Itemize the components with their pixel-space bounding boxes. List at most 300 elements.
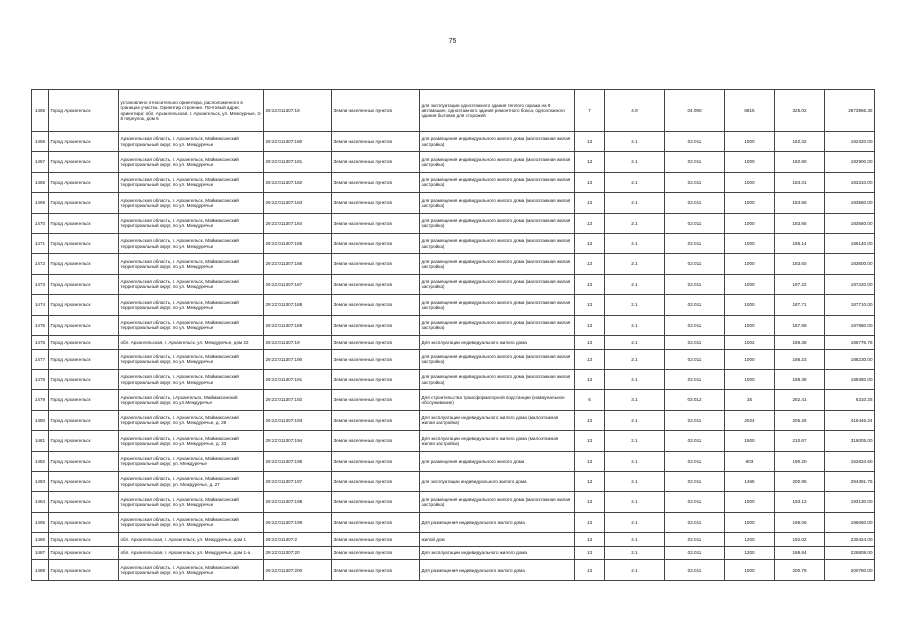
land-category-cell: Земли населенных пунктов [332,410,420,430]
group-number-cell: 13 [575,193,605,213]
land-category-cell: Земли населенных пунктов [332,172,420,192]
area-cell: 25 [725,390,775,410]
group-number-cell: 7 [575,90,605,132]
settlement-cell: Город Архангельск [49,431,119,451]
row-number: 1481 [32,431,49,451]
cadastral-value-cell: 294391.75 [825,471,875,491]
specific-value-cell: 186.38 [775,335,825,349]
specific-value-cell: 183.60 [775,254,825,274]
use-code-cell: 02.011 [665,254,725,274]
table-row [32,431,875,451]
group-number-cell: 13 [575,533,605,547]
table-row [32,152,875,172]
settlement-cell: Город Архангельск [49,193,119,213]
row-number: 1468 [32,172,49,192]
subgroup-cell: 4.9 [605,90,665,132]
group-number-cell: 13 [575,315,605,335]
use-code-cell: 02.011 [665,233,725,253]
use-code-cell: 02.011 [665,315,725,335]
group-number-cell: 13 [575,254,605,274]
row-number: 1485 [32,512,49,532]
cadastral-number-cell: 29:22:011307:194 [264,431,332,451]
group-number-cell: 13 [575,471,605,491]
area-cell: 1200 [725,533,775,547]
cadastral-number-cell: 29:22:011307:187 [264,274,332,294]
cadastral-value-cell: 188230.00 [825,349,875,369]
table-row [32,335,875,349]
address-cell: Архангельская область, г. Архангельск, Маймаксанский территориальный округ, по ул. Междуречье [119,512,264,532]
subgroup-cell: 2.1 [605,512,665,532]
area-cell: 1000 [725,132,775,152]
row-number: 1484 [32,492,49,512]
address-cell: Архангельская область, г. Архангельск, Маймаксанский территориальный округ, по ул. Междуречье [119,369,264,389]
land-category-cell: Земли населенных пунктов [332,533,420,547]
area-cell: 1000 [725,213,775,233]
settlement-cell: Город Архангельск [49,369,119,389]
row-number: 1487 [32,546,49,560]
cadastral-number-cell: 29:22:011307:18 [264,90,332,132]
address-cell: Архангельская область, г.Архангельск, Маймаксанский территориальный округ, по ул.Междуречье [119,390,264,410]
specific-value-cell: 183.31 [775,172,825,192]
land-category-cell: Земли населенных пунктов [332,315,420,335]
address-cell: Архангельская область, г. Архангельск, Маймаксанский территориальный округ, по ул. Междуречье [119,213,264,233]
use-code-cell: 02.011 [665,335,725,349]
area-cell: 1000 [725,349,775,369]
settlement-cell: Город Архангельск [49,295,119,315]
subgroup-cell: 2.1 [605,335,665,349]
row-number: 1472 [32,254,49,274]
specific-value-cell: 187.71 [775,295,825,315]
permitted-use-cell: для размещения индивидуального жилого дома (малоэтажная жилая застройка) [420,172,575,192]
page-number: 75 [448,38,457,45]
use-code-cell: 02.011 [665,295,725,315]
address-cell: Архангельская область, г. Архангельск, Маймаксанский территориальный округ, ул. Междуречье, д. 27 [119,471,264,491]
subgroup-cell: 2.1 [605,533,665,547]
use-code-cell: 02.011 [665,410,725,430]
permitted-use-cell: для размещения индивидуального жилого дома (малоэтажная жилая застройка) [420,254,575,274]
area-cell: 1000 [725,274,775,294]
table-row [32,369,875,389]
settlement-cell: Город Архангельск [49,492,119,512]
permitted-use-cell: для размещения индивидуального жилого дома (малоэтажная жилая застройка) [420,274,575,294]
table-row [32,390,875,410]
settlement-cell: Город Архангельск [49,410,119,430]
specific-value-cell: 210.67 [775,431,825,451]
cadastral-value-cell: 226608.00 [825,546,875,560]
table-row [32,315,875,335]
row-number: 1476 [32,335,49,349]
settlement-cell: Город Архангельск [49,132,119,152]
row-number: 1465 [32,90,49,132]
group-number-cell: 13 [575,274,605,294]
specific-value-cell: 183.66 [775,213,825,233]
settlement-cell: Город Архангельск [49,233,119,253]
settlement-cell: Город Архангельск [49,335,119,349]
area-cell: 1000 [725,193,775,213]
use-code-cell: 02.011 [665,431,725,451]
specific-value-cell: 325.02 [775,90,825,132]
use-code-cell: 02.011 [665,172,725,192]
address-cell: Архангельская область, г. Архангельск, Маймаксанский территориальный округ, по ул. Междуречье [119,274,264,294]
permitted-use-cell: Для эксплуатации индивидуального жилого дома [420,546,575,560]
subgroup-cell: 2.1 [605,431,665,451]
use-code-cell: 02.011 [665,132,725,152]
use-code-cell: 02.011 [665,560,725,580]
cadastral-number-cell: 29:22:011307:183 [264,193,332,213]
permitted-use-cell: для размещения индивидуального жилого дома [420,451,575,471]
cadastral-number-cell: 29:22:011307:198 [264,492,332,512]
subgroup-cell: 2.1 [605,410,665,430]
cadastral-number-cell: 29:22:011307:184 [264,213,332,233]
area-cell: 1002 [725,335,775,349]
area-cell: 1200 [725,546,775,560]
row-number: 1478 [32,369,49,389]
land-category-cell: Земли населенных пунктов [332,213,420,233]
specific-value-cell: 205.26 [775,410,825,430]
row-number: 1486 [32,533,49,547]
table-row [32,546,875,560]
cadastral-number-cell: 29:22:011307:185 [264,233,332,253]
cadastral-value-cell: 188380.00 [825,369,875,389]
subgroup-cell: 2.1 [605,193,665,213]
table-row [32,560,875,580]
specific-value-cell: 200.95 [775,471,825,491]
land-registry-table [31,89,875,581]
land-category-cell: Земли населенных пунктов [332,451,420,471]
subgroup-cell: 2.1 [605,132,665,152]
specific-value-cell: 193.13 [775,492,825,512]
row-number: 1471 [32,233,49,253]
subgroup-cell: 2.1 [605,274,665,294]
cadastral-value-cell: 183600.00 [825,254,875,274]
cadastral-value-cell: 183310.00 [825,172,875,192]
use-code-cell: 02.011 [665,471,725,491]
specific-value-cell: 183.56 [775,193,825,213]
land-category-cell: Земли населенных пунктов [332,431,420,451]
address-cell: Архангельская область, г. Архангельск, Маймаксанский территориальный округ, по ул. Междуречье [119,492,264,512]
area-cell: 1000 [725,560,775,580]
land-category-cell: Земли населенных пунктов [332,233,420,253]
settlement-cell: Город Архангельск [49,152,119,172]
settlement-cell: Город Архангельск [49,451,119,471]
address-cell: обл. Архангельская, г. Архангельск, ул. Междуречье, дом 22 [119,335,264,349]
use-code-cell: 02.011 [665,274,725,294]
table-row [32,254,875,274]
row-number: 1466 [32,132,49,152]
cadastral-number-cell: 29:22:011307:196 [264,451,332,471]
specific-value-cell: 182.90 [775,152,825,172]
group-number-cell: 13 [575,213,605,233]
cadastral-value-cell: 196060.00 [825,512,875,532]
land-category-cell: Земли населенных пунктов [332,90,420,132]
land-category-cell: Земли населенных пунктов [332,390,420,410]
group-number-cell: 13 [575,132,605,152]
cadastral-number-cell: 29:22:011307:188 [264,295,332,315]
group-number-cell: 13 [575,295,605,315]
cadastral-value-cell: 182320.00 [825,132,875,152]
cadastral-value-cell: 193130.00 [825,492,875,512]
land-category-cell: Земли населенных пунктов [332,512,420,532]
row-number: 1482 [32,451,49,471]
settlement-cell: Город Архангельск [49,213,119,233]
address-cell: Архангельская область, г. Архангельск, Маймаксанский территориальный округ, по ул. Междуречье [119,172,264,192]
use-code-cell: 02.011 [665,193,725,213]
group-number-cell: 13 [575,492,605,512]
settlement-cell: Город Архангельск [49,512,119,532]
row-number: 1488 [32,560,49,580]
specific-value-cell: 188.84 [775,546,825,560]
row-number: 1469 [32,193,49,213]
group-number-cell: 13 [575,369,605,389]
area-cell: 1000 [725,152,775,172]
table-row [32,233,875,253]
group-number-cell: 13 [575,172,605,192]
specific-value-cell: 190.20 [775,451,825,471]
area-cell: 1000 [725,492,775,512]
cadastral-value-cell: 186776.76 [825,335,875,349]
address-cell: обл. Архангельская, г. Архангельск, ул. Междуречье, дом 1 [119,533,264,547]
permitted-use-cell: для размещения индивидуального жилого дома (малоэтажная жилая застройка) [420,193,575,213]
use-code-cell: 02.011 [665,512,725,532]
permitted-use-cell: Для размещения индивидуального жилого дома [420,512,575,532]
area-cell: 1000 [725,512,775,532]
cadastral-number-cell: 29:22:011307:192 [264,390,332,410]
area-cell: 6815 [725,90,775,132]
table-row [32,410,875,430]
subgroup-cell: 2.1 [605,546,665,560]
subgroup-cell: 2.1 [605,233,665,253]
permitted-use-cell: для размещения индивидуального жилого дома (малоэтажная жилая застройка) [420,213,575,233]
use-code-cell: 02.011 [665,492,725,512]
table-row [32,213,875,233]
group-number-cell: 13 [575,512,605,532]
use-code-cell: 02.011 [665,533,725,547]
area-cell: 1000 [725,295,775,315]
table-row [32,274,875,294]
subgroup-cell: 2.1 [605,172,665,192]
address-cell: Архангельская область, г. Архангельск, Маймаксанский территориальный округ, по ул. Междуречье [119,560,264,580]
row-number: 1477 [32,349,49,369]
permitted-use-cell: Для строительства трансформаторной подстанции (коммунальное обслуживание) [420,390,575,410]
subgroup-cell: 2.1 [605,254,665,274]
specific-value-cell: 182.32 [775,132,825,152]
use-code-cell: 03.012 [665,390,725,410]
land-category-cell: Земли населенных пунктов [332,471,420,491]
permitted-use-cell: для размещения индивидуального жилого дома (малоэтажная жилая застройка) [420,233,575,253]
table-row [32,295,875,315]
subgroup-cell: 2.1 [605,213,665,233]
permitted-use-cell: Для эксплуатации индивидуального жилого дома (малоэтажная жилая застройка) [420,431,575,451]
address-cell: Архангельская область, г. Архангельск, Маймаксанский территориальный округ, по ул. Междуречье [119,233,264,253]
cadastral-number-cell: 29:22:011307:190 [264,349,332,369]
permitted-use-cell: жилой дом [420,533,575,547]
cadastral-number-cell: 29:22:011307:200 [264,560,332,580]
row-number: 1480 [32,410,49,430]
land-category-cell: Земли населенных пунктов [332,152,420,172]
settlement-cell: Город Архангельск [49,172,119,192]
settlement-cell: Город Архангельск [49,390,119,410]
subgroup-cell: 2.1 [605,471,665,491]
area-cell: 1000 [725,233,775,253]
permitted-use-cell: для размещения индивидуального жилого дома (малоэтажная жилая застройка) [420,295,575,315]
table-row [32,193,875,213]
group-number-cell: 13 [575,560,605,580]
table-row [32,512,875,532]
subgroup-cell: 2.1 [605,152,665,172]
land-category-cell: Земли населенных пунктов [332,369,420,389]
table-row [32,471,875,491]
land-category-cell: Земли населенных пунктов [332,335,420,349]
cadastral-value-cell: 187220.00 [825,274,875,294]
use-code-cell: 02.011 [665,213,725,233]
permitted-use-cell: для размещения индивидуального жилого дома (малоэтажная жилая застройка) [420,369,575,389]
row-number: 1467 [32,152,49,172]
use-code-cell: 02.011 [665,152,725,172]
cadastral-number-cell: 29:22:011307:181 [264,152,332,172]
permitted-use-cell: для размещения индивидуального жилого дома (малоэтажная жилая застройка) [420,492,575,512]
cadastral-number-cell: 29:22:011307:197 [264,471,332,491]
row-number: 1474 [32,295,49,315]
cadastral-value-cell: 415446.24 [825,410,875,430]
table-row [32,90,875,132]
subgroup-cell: 2.1 [605,349,665,369]
subgroup-cell: 3.1 [605,390,665,410]
table-row [32,349,875,369]
address-cell: установлено относительно ориентира, расположенного в границах участка. Ориентир строение. Почтовый адрес ориентира: обл. Архангельская, г. Архангельск, ул. Межоурные, 3-й переулок, дом 6 [119,90,264,132]
area-cell: 1000 [725,254,775,274]
table-row [32,132,875,152]
use-code-cell: 02.011 [665,451,725,471]
permitted-use-cell: для размещения индивидуального жилого дома (малоэтажная жилая застройка) [420,315,575,335]
permitted-use-cell: для эксплуатации одноэтажного здания теплого гаража на 9 автомашин, одноэтажного здания ремонтного бокса, одноэтажного здания бытовки для сторожей [420,90,575,132]
land-category-cell: Земли населенных пунктов [332,295,420,315]
table-row [32,533,875,547]
group-number-cell: 13 [575,546,605,560]
use-code-cell: 02.011 [665,546,725,560]
settlement-cell: Город Архангельск [49,254,119,274]
specific-value-cell: 187.89 [775,315,825,335]
cadastral-number-cell: 29:22:011307:180 [264,132,332,152]
land-category-cell: Земли населенных пунктов [332,132,420,152]
cadastral-number-cell: 29:22:011307:193 [264,410,332,430]
permitted-use-cell: для эксплуатации индивидуального жилого дома [420,471,575,491]
row-number: 1483 [32,471,49,491]
address-cell: Архангельская область, г. Архангельск, Маймаксанский территориальный округ, по ул. Междуречье, д. 28 [119,410,264,430]
permitted-use-cell: Для эксплуатации индивидуального жилого дома [420,335,575,349]
land-category-cell: Земли населенных пунктов [332,274,420,294]
subgroup-cell: 2.1 [605,560,665,580]
cadastral-value-cell: 186140.00 [825,233,875,253]
subgroup-cell: 2.1 [605,451,665,471]
subgroup-cell: 2.1 [605,492,665,512]
land-category-cell: Земли населенных пунктов [332,193,420,213]
land-category-cell: Земли населенных пунктов [332,546,420,560]
cadastral-value-cell: 6310.25 [825,390,875,410]
row-number: 1473 [32,274,49,294]
area-cell: 1000 [725,369,775,389]
group-number-cell: 13 [575,349,605,369]
land-category-cell: Земли населенных пунктов [332,254,420,274]
address-cell: Архангельская область, г. Архангельск, Маймаксанский территориальный округ, по ул. Междуречье [119,254,264,274]
address-cell: Архангельская область, г. Архангельск, Маймаксанский территориальный округ, по ул. Междуречье [119,132,264,152]
subgroup-cell: 2.1 [605,315,665,335]
cadastral-value-cell: 183560.00 [825,193,875,213]
group-number-cell: 13 [575,451,605,471]
settlement-cell: Город Архангельск [49,315,119,335]
cadastral-number-cell: 29:22:011307:191 [264,369,332,389]
specific-value-cell: 186.14 [775,233,825,253]
settlement-cell: Город Архангельск [49,560,119,580]
permitted-use-cell: для размещения индивидуального жилого дома (малоэтажная жилая застройка) [420,152,575,172]
use-code-cell: 04.090 [665,90,725,132]
table-row [32,492,875,512]
address-cell: Архангельская область, г. Архангельск, Маймаксанский территориальный округ, по ул. Междуречье [119,152,264,172]
group-number-cell: 13 [575,335,605,349]
area-cell: 1465 [725,471,775,491]
cadastral-number-cell: 29:22:011307:20 [264,546,332,560]
specific-value-cell: 200.78 [775,560,825,580]
address-cell: Архангельская область, г. Архангельск, Маймаксанский территориальный округ, по ул. Междуречье, д. 33 [119,431,264,451]
area-cell: 2024 [725,410,775,430]
group-number-cell: 13 [575,152,605,172]
address-cell: Архангельская область, г. Архангельск, Маймаксанский территориальный округ, по ул. Междуречье [119,349,264,369]
permitted-use-cell: Для размещения индивидуального жилого дома [420,560,575,580]
settlement-cell: Город Архангельск [49,349,119,369]
use-code-cell: 02.011 [665,369,725,389]
group-number-cell: 13 [575,233,605,253]
cadastral-number-cell: 29:22:011307:182 [264,172,332,192]
permitted-use-cell: для размещения индивидуального жилого дома (малоэтажная жилая застройка) [420,349,575,369]
settlement-cell: Город Архангельск [49,546,119,560]
subgroup-cell: 2.1 [605,295,665,315]
row-number: 1475 [32,315,49,335]
table-row [32,451,875,471]
address-cell: Архангельская область, г. Архангельск, Маймаксанский территориальный округ, по ул. Междуречье [119,315,264,335]
cadastral-number-cell: 29:22:011307:189 [264,315,332,335]
cadastral-number-cell: 29:22:011307:19 [264,335,332,349]
specific-value-cell: 188.38 [775,369,825,389]
cadastral-value-cell: 183660.00 [825,213,875,233]
group-number-cell: 6 [575,390,605,410]
address-cell: обл. Архангельская, г. Архангельск, ул. Междуречье, дом 1-а [119,546,264,560]
settlement-cell: Город Архангельск [49,471,119,491]
permitted-use-cell: для размещения индивидуального жилого дома (малоэтажная жилая застройка) [420,132,575,152]
area-cell: 803 [725,451,775,471]
area-cell: 1500 [725,431,775,451]
area-cell: 1000 [725,315,775,335]
specific-value-cell: 188.23 [775,349,825,369]
specific-value-cell: 252.41 [775,390,825,410]
land-category-cell: Земли населенных пунктов [332,349,420,369]
specific-value-cell: 196.06 [775,512,825,532]
row-number: 1479 [32,390,49,410]
cadastral-value-cell: 187710.00 [825,295,875,315]
cadastral-value-cell: 182900.00 [825,152,875,172]
cadastral-number-cell: 29:22:011307:186 [264,254,332,274]
settlement-cell: Город Архангельск [49,533,119,547]
address-cell: Архангельская область, г. Архангельск, Маймаксанский территориальный округ, по ул. Междуречье [119,193,264,213]
land-category-cell: Земли населенных пунктов [332,492,420,512]
cadastral-value-cell: 152634.60 [825,451,875,471]
settlement-cell: Город Архангельск [49,274,119,294]
settlement-cell: Город Архангельск [49,90,119,132]
use-code-cell: 02.011 [665,349,725,369]
cadastral-value-cell: 200780.00 [825,560,875,580]
specific-value-cell: 192.02 [775,533,825,547]
area-cell: 1000 [725,172,775,192]
table-row [32,172,875,192]
cadastral-value-cell: 230424.00 [825,533,875,547]
